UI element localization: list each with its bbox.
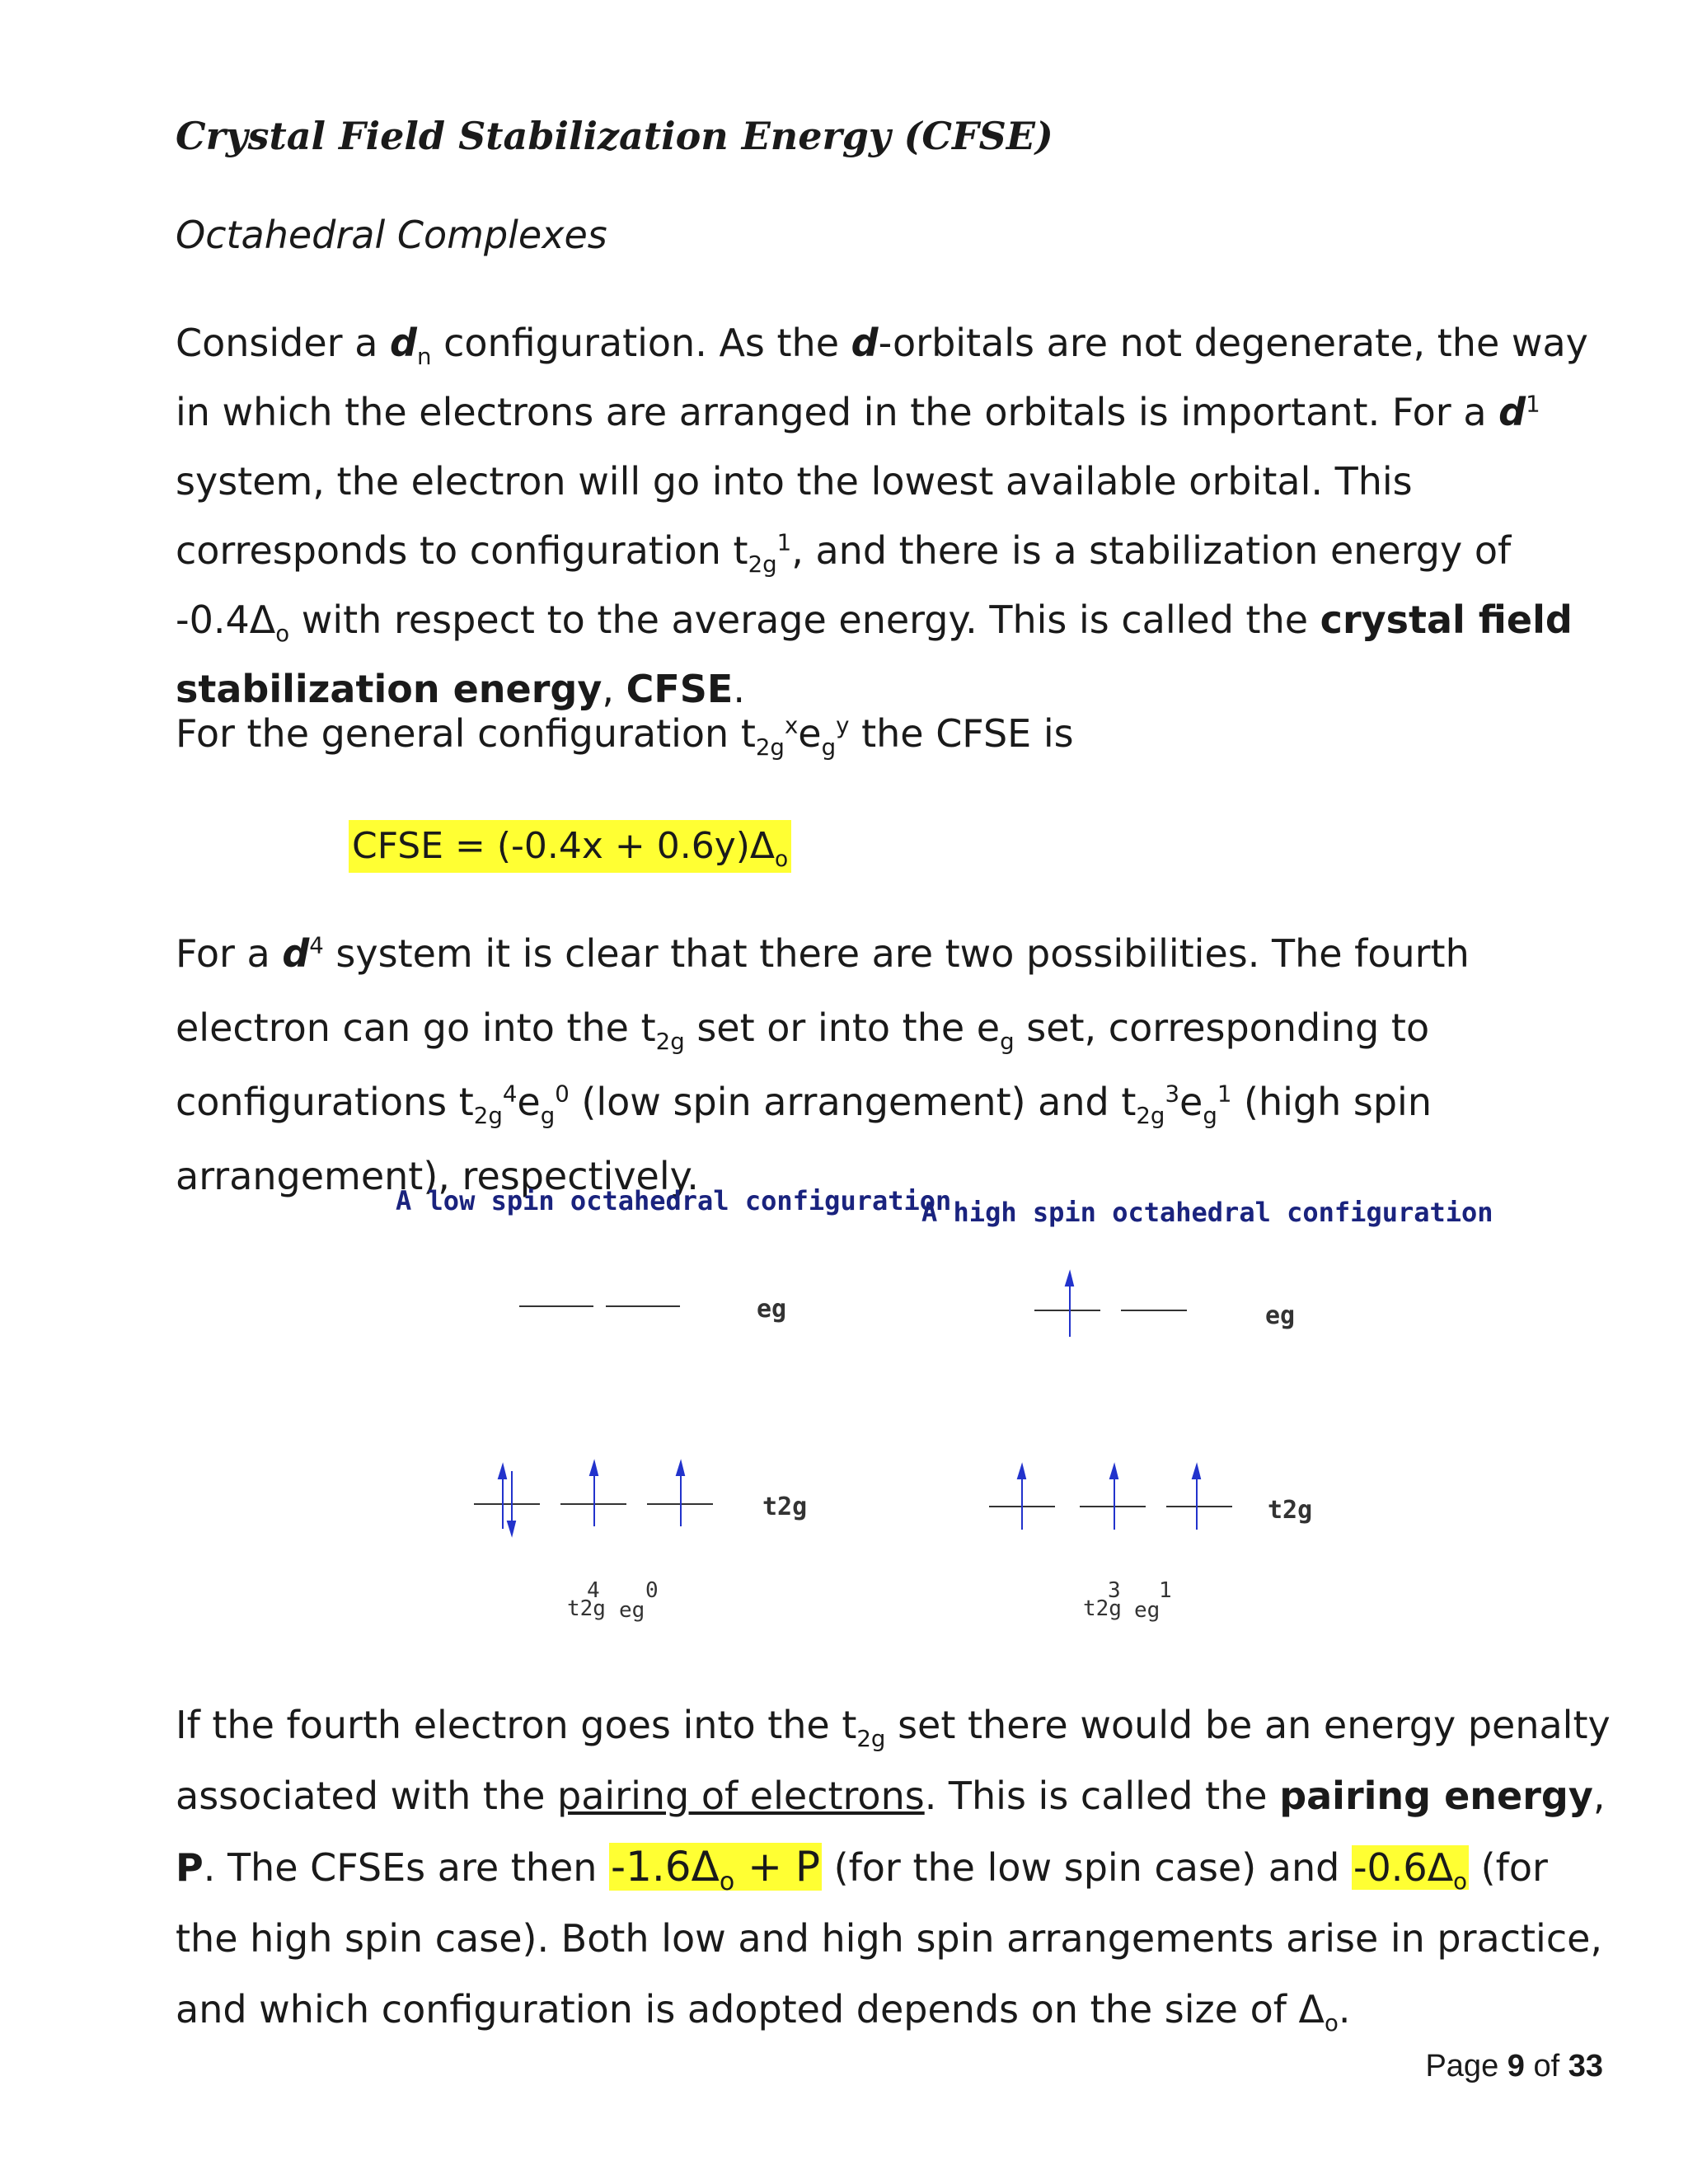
svg-text:t2g: t2g bbox=[1083, 1596, 1122, 1621]
eg-label: eg bbox=[757, 1295, 787, 1324]
paragraph-intro: Consider a $d_n$ configuration. As the d-orbitals are not degenerate, the way in which the electrons are arranged in the orbitals is important. For a $d^1$ system, the electron will go into the lowest available orbital. This corresponds to configuration $t_{2g}^1$, and there is a stabilization energy of $-0.4\Delta_o$ with respect to the average energy. This is called the crystal field stabilization energy, CFSE. bbox=[176, 321, 1588, 711]
paragraph-pairing: If the fourth electron goes into the $t_{2g}$ set there would be an energy penalty associated with the pairing of electrons. This is called the pairing energy, P. The CFSEs are then $-1.6\Delta_o + P$ (for the low spin case) and $-0.6\Delta_o$ (for the high spin case). Both low and high spin arrangements arise in practice, and which configuration is adopted depends on the size of $\Delta_o$. bbox=[176, 1703, 1611, 2037]
high-spin-svg bbox=[907, 1170, 1418, 1648]
config-label bbox=[1083, 1578, 1172, 1623]
eg-electron-arrow bbox=[1066, 1272, 1073, 1337]
paragraph-d4: For a $d^4$ system it is clear that there are two possibilities. The fourth electron can go into the $t_{2g}$ set or into the $e_g$ set, corresponding to configurations $t_{2g}^4e_g^0$ (low spin arrangement) and $t_{2g}^3e_g^1$ (high spin arrangement), respectively. bbox=[176, 931, 1470, 1198]
config-label bbox=[567, 1578, 659, 1623]
low-spin-title: A low spin octahedral configuration bbox=[396, 1185, 952, 1216]
electron-arrows bbox=[499, 1462, 684, 1535]
section-subtitle: Octahedral Complexes bbox=[176, 213, 607, 257]
page-title: Crystal Field Stabilization Energy (CFSE) bbox=[176, 114, 1053, 158]
page-number: Page 9 of 33 bbox=[1425, 2049, 1603, 2083]
high-spin-cfse-highlight: $-0.6\Delta_o$ bbox=[1353, 1845, 1468, 1896]
eg-label: eg bbox=[1265, 1301, 1296, 1330]
svg-text:1: 1 bbox=[1159, 1578, 1172, 1603]
high-spin-title: A high spin octahedral configuration bbox=[921, 1197, 1493, 1228]
low-spin-diagram bbox=[379, 1170, 952, 1648]
t2g-label: t2g bbox=[762, 1493, 808, 1521]
cfse-formula: CFSE = $(-0.4x + 0.6y)\Delta_o$ bbox=[349, 820, 791, 873]
low-spin-cfse-highlight: $-1.6\Delta_o + P$ bbox=[611, 1843, 821, 1896]
svg-text:4: 4 bbox=[587, 1578, 600, 1603]
svg-text:0: 0 bbox=[645, 1578, 659, 1603]
high-spin-diagram bbox=[907, 1170, 1493, 1648]
paragraph-general: For the general configuration $t_{2g}^xe_g^y$ the CFSE is bbox=[176, 711, 1074, 762]
pairing-link[interactable]: pairing of electrons bbox=[557, 1774, 925, 1818]
t2g-electron-arrows bbox=[1018, 1465, 1200, 1530]
svg-text:eg: eg bbox=[1134, 1598, 1160, 1623]
low-spin-svg bbox=[379, 1170, 890, 1648]
t2g-label: t2g bbox=[1268, 1496, 1313, 1525]
svg-text:eg: eg bbox=[619, 1598, 645, 1623]
svg-text:3: 3 bbox=[1108, 1578, 1121, 1603]
svg-text:t2g: t2g bbox=[567, 1596, 606, 1621]
